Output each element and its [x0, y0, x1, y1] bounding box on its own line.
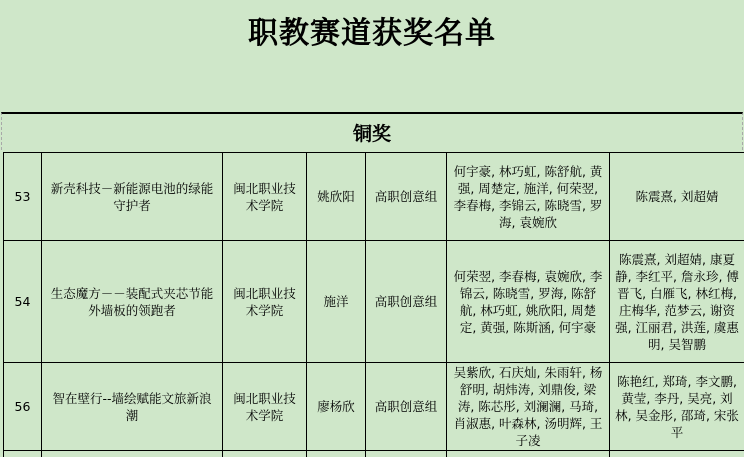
school-cell[interactable]: 闽北职业技术学院: [223, 241, 307, 363]
advisors-cell[interactable]: 陈艳红, 郑琦, 李文鹏, 黄莹, 李丹, 吴亮, 刘林, 吴金彤, 邵琦, 宋张平: [610, 363, 744, 451]
leader-cell[interactable]: 施洋: [307, 241, 366, 363]
table-row: [4, 241, 744, 363]
group-cell[interactable]: 高职创意组: [366, 153, 447, 241]
group-cell[interactable]: 高职创意组: [366, 241, 447, 363]
table-row-partial: [4, 451, 744, 457]
leader-cell[interactable]: 姚欣阳: [307, 153, 366, 241]
members-cell[interactable]: [447, 451, 610, 457]
advisors-cell[interactable]: [610, 451, 744, 457]
table-row: [4, 363, 744, 451]
project-cell[interactable]: 新壳科技－新能源电池的绿能守护者: [42, 153, 223, 241]
table-row: [4, 153, 744, 241]
advisors-cell[interactable]: 陈震熹, 刘超婧, 康夏静, 李红平, 詹永珍, 傅晋飞, 白雁飞, 林红梅, 庄梅华, 范梦云, 谢资强, 江丽君, 洪莲, 虞惠明, 吴智鹏: [610, 241, 744, 363]
leader-cell[interactable]: 廖杨欣: [307, 363, 366, 451]
members-cell[interactable]: 何荣翌, 李春梅, 袁婉欣, 李锦云, 陈晓雪, 罗海, 陈舒航, 林巧虹, 姚欣阳, 周楚定, 黄强, 陈斯涵, 何宇豪: [447, 241, 610, 363]
school-cell[interactable]: 闽北职业技术学院: [223, 363, 307, 451]
section-header-label: 铜奖: [353, 119, 391, 146]
page-title: 职教赛道获奖名单: [0, 8, 744, 52]
school-cell[interactable]: 闽北职业技术学院: [223, 153, 307, 241]
group-cell[interactable]: 高职创意组: [366, 363, 447, 451]
advisors-cell[interactable]: 陈震熹, 刘超婧: [610, 153, 744, 241]
awards-table: [3, 152, 744, 457]
section-header-bronze-cell[interactable]: [1, 112, 743, 150]
row-number-cell[interactable]: 56: [4, 363, 42, 451]
group-cell[interactable]: [366, 451, 447, 457]
members-cell[interactable]: 何宇豪, 林巧虹, 陈舒航, 黄强, 周楚定, 施洋, 何荣翌, 李春梅, 李锦云, 陈晓雪, 罗海, 袁婉欣: [447, 153, 610, 241]
project-cell[interactable]: 智在壁行--墙绘赋能文旅新浪潮: [42, 363, 223, 451]
project-cell[interactable]: 生态魔方－－装配式夹芯节能外墙板的领跑者: [42, 241, 223, 363]
row-number-cell[interactable]: [4, 451, 42, 457]
leader-cell[interactable]: [307, 451, 366, 457]
row-number-cell[interactable]: 54: [4, 241, 42, 363]
row-number-cell[interactable]: 53: [4, 153, 42, 241]
members-cell[interactable]: 吴紫欣, 石庆灿, 朱雨轩, 杨舒明, 胡炜涛, 刘鼎俊, 梁涛, 陈芯彤, 刘澜澜, 马琦, 肖淑惠, 叶森林, 汤明辉, 王子凌: [447, 363, 610, 451]
school-cell[interactable]: [223, 451, 307, 457]
project-cell[interactable]: [42, 451, 223, 457]
